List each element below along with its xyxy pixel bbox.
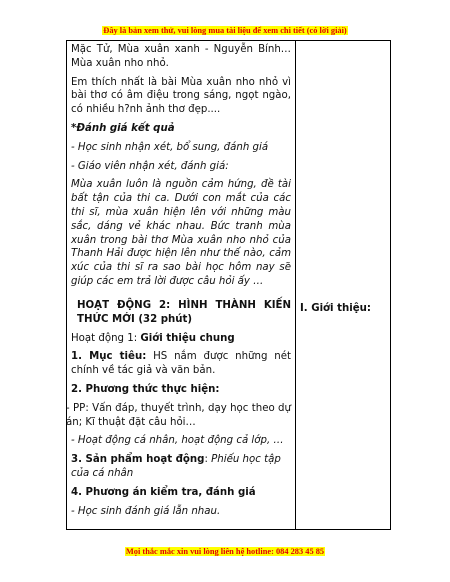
lesson-intro-paragraph: Mùa xuân luôn là nguồn cảm hứng, đề tài bất tận của thi ca. Dưới con mắt của các thi sĩ, mùa xuân hiện lên với những màu sắc, dáng vẻ khác nhau. Bức tranh mùa xuân trong bài thơ Mùa xuân nho nhỏ của Thanh Hải được hiện lên như thế nào, cảm xúc của thi sĩ ra sao bài học hôm nay sẽ giúp các em trả lời được câu hỏi ấy …: [71, 179, 291, 287]
product-colon: :: [204, 454, 212, 466]
expected-content-column: [300, 303, 388, 314]
evaluation-teacher: - Giáo viên nhận xét, đánh giá:: [71, 160, 229, 172]
activity-1-prefix: Hoạt động 1:: [71, 332, 141, 344]
hotline-banner: [0, 547, 450, 556]
hotline-text: Mọi thắc mắc xin vui lòng liên hệ hotline: 084 283 45 85: [125, 547, 325, 556]
goal-label: 1. Mục tiêu:: [71, 351, 147, 363]
section-title-introduction: I. Giới thiệu:: [300, 303, 371, 314]
poem-list-paragraph: Mặc Tử, Mùa xuân xanh - Nguyễn Bính… Mùa xuân nho nhỏ.: [71, 44, 291, 69]
lesson-plan-table: [66, 40, 391, 530]
activity-2-heading: HOẠT ĐỘNG 2: HÌNH THÀNH KIẾN THỨC MỚI (32 phút): [77, 299, 291, 325]
preview-notice-banner: [0, 26, 450, 35]
evaluation-heading: *Đánh giá kết quả: [71, 122, 175, 134]
preview-notice-text: Đây là bản xem thử, vui lòng mua tài liệu để xem chi tiết (có lời giải): [103, 26, 347, 35]
evaluation-student: - Học sinh nhận xét, bổ sung, đánh giá: [71, 141, 269, 153]
activity-1-line: [71, 332, 291, 346]
favorite-poem-paragraph: Em thích nhất là bài Mùa xuân nho nhỏ vì bài thơ có âm điệu trong sáng, ngọt ngào, có nhiều h?nh ảnh thơ đẹp....: [71, 76, 291, 116]
method-heading: 2. Phương thức thực hiện:: [71, 383, 220, 395]
goal-text: HS nắm được những nét chính về tác giả và văn bản.: [71, 351, 291, 377]
column-divider: [295, 41, 296, 529]
product-line: [71, 453, 291, 481]
activity-1-title: Giới thiệu chung: [140, 332, 235, 344]
check-heading: 4. Phương án kiểm tra, đánh giá: [71, 486, 256, 498]
method-pp-line: - PP: Vấn đáp, thuyết trình, dạy học theo dự án; Kĩ thuật đặt câu hỏi…: [66, 402, 291, 428]
product-label: 3. Sản phẩm hoạt động: [71, 454, 205, 466]
product-text: Phiếu học tập của cá nhân: [71, 454, 281, 479]
method-form-line: - Hoạt động cá nhân, hoạt động cả lớp, …: [71, 435, 284, 447]
check-text: - Học sinh đánh giá lẫn nhau.: [71, 505, 221, 517]
goal-line: [71, 350, 291, 378]
teacher-student-activity-column: [66, 43, 291, 523]
